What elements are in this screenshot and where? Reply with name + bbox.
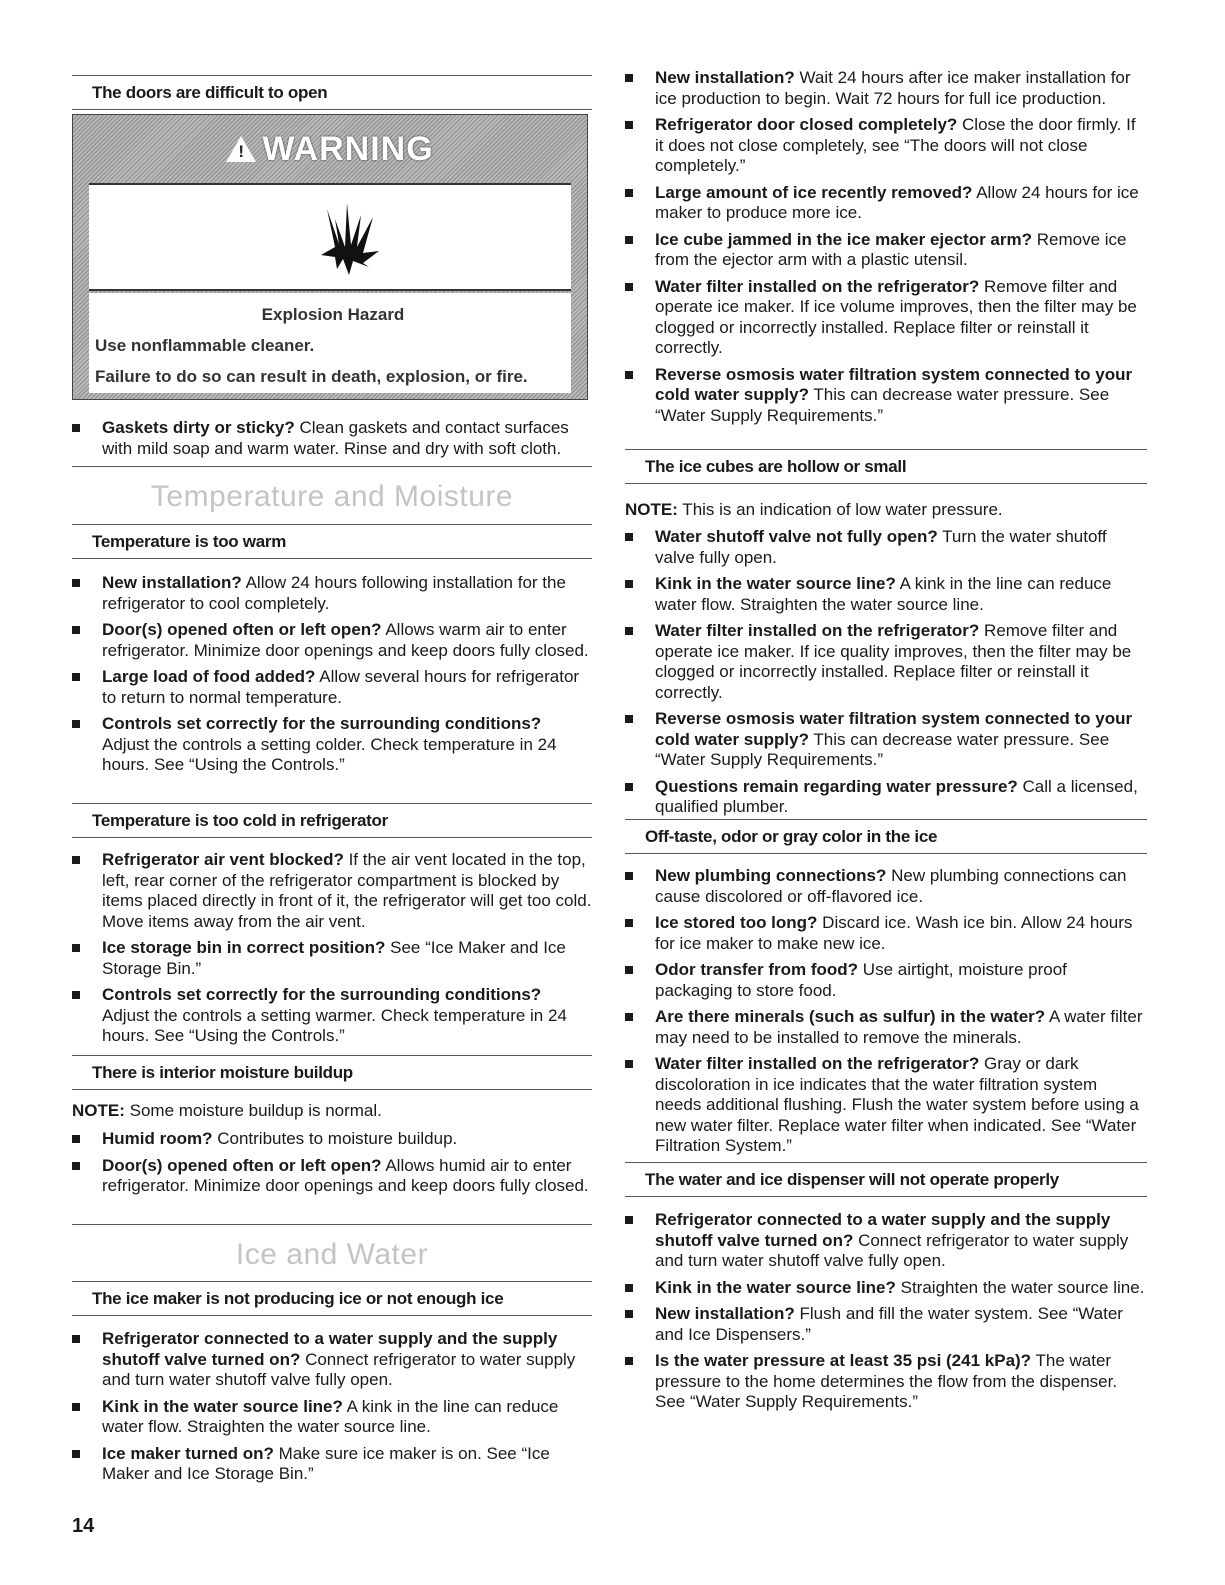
list-item: Reverse osmosis water filtration system connected to your cold water supply? This can decrease water pressure. See “Water Supply Requirements.” [625, 709, 1147, 771]
list-item: Is the water pressure at least 35 psi (241 kPa)? The water pressure to the home determines the flow from the dispenser. See “Water Supply Requirements.” [625, 1351, 1147, 1413]
list-ice-maker [72, 1329, 592, 1491]
warning-box [72, 114, 588, 400]
divider [72, 1224, 592, 1225]
warning-line-2: Failure to do so can result in death, explosion, or fire. [95, 367, 528, 386]
bullet-icon [625, 236, 633, 244]
list-item: New installation? Wait 24 hours after ice maker installation for ice production to begin. Wait 72 hours for full ice production. [625, 68, 1147, 109]
list-item: Reverse osmosis water filtration system connected to your cold water supply? This can decrease water pressure. See “Water Supply Requirements.” [625, 365, 1147, 427]
explosion-icon [307, 189, 387, 289]
list-item: Water filter installed on the refrigerator? Remove filter and operate ice maker. If ice quality improves, then the filter may be clogged or incorrectly installed. Replace filter or reinstall it correctly. [625, 621, 1147, 703]
bullet-icon [625, 283, 633, 291]
bullet-icon [72, 1135, 80, 1143]
warning-hazard: Explosion Hazard [261, 305, 405, 324]
heading-off-taste: Off-taste, odor or gray color in the ice [625, 819, 1147, 854]
heading-dispenser: The water and ice dispenser will not operate properly [625, 1162, 1147, 1197]
list-item: Refrigerator air vent blocked? If the air vent located in the top, left, rear corner of the refrigerator compartment is blocked by items placed directly in front of it, the refrigerator will get too cold. Move items away from the air vent. [72, 850, 592, 932]
list-item: Large amount of ice recently removed? Allow 24 hours for ice maker to produce more ice. [625, 183, 1147, 224]
warning-icon-area [89, 183, 571, 291]
bullet-icon [72, 1403, 80, 1411]
bullet-icon [72, 1450, 80, 1458]
list-ice-maker-continued [625, 68, 1147, 432]
bullet-icon [72, 1162, 80, 1170]
bullet-icon [72, 991, 80, 999]
warning-line-1: Use nonflammable cleaner. [95, 336, 315, 355]
warning-triangle-icon: ! [226, 136, 256, 162]
list-item: Ice cube jammed in the ice maker ejector arm? Remove ice from the ejector arm with a plastic utensil. [625, 230, 1147, 271]
bullet-icon [72, 424, 80, 432]
list-item: Controls set correctly for the surrounding conditions? Adjust the controls a setting warmer. Check temperature in 24 hours. See “Using the Controls.” [72, 985, 592, 1047]
bullet-icon [625, 1310, 633, 1318]
list-item: Kink in the water source line? Straighten the water source line. [625, 1278, 1147, 1299]
bullet-icon [625, 533, 633, 541]
heading-too-warm: Temperature is too warm [72, 524, 592, 559]
list-item: Refrigerator door closed completely? Close the door firmly. If it does not close completely, see “The doors will not close completely.” [625, 115, 1147, 177]
list-hollow-cubes [625, 527, 1147, 824]
list-item: Door(s) opened often or left open? Allows humid air to enter refrigerator. Minimize door openings and keep doors fully closed. [72, 1156, 592, 1197]
bullet-icon [625, 872, 633, 880]
bullet-icon [72, 856, 80, 864]
bullet-icon [625, 74, 633, 82]
warning-text [89, 293, 571, 393]
bullet-icon [625, 627, 633, 635]
bullet-icon [72, 626, 80, 634]
list-item: New installation? Flush and fill the water system. See “Water and Ice Dispensers.” [625, 1304, 1147, 1345]
list-item: Water filter installed on the refrigerator? Remove filter and operate ice maker. If ice volume improves, then the filter may be clogged or incorrectly installed. Replace filter or reinstall it correctly. [625, 277, 1147, 359]
list-item: Ice storage bin in correct position? See “Ice Maker and Ice Storage Bin.” [72, 938, 592, 979]
list-item: Gaskets dirty or sticky? Clean gaskets and contact surfaces with mild soap and warm water. Rinse and dry with soft cloth. [72, 418, 592, 459]
bullet-icon [625, 783, 633, 791]
bullet-icon [72, 579, 80, 587]
list-item: New plumbing connections? New plumbing connections can cause discolored or off-flavored ice. [625, 866, 1147, 907]
page-number: 14 [72, 1515, 95, 1537]
list-item: Ice maker turned on? Make sure ice maker is on. See “Ice Maker and Ice Storage Bin.” [72, 1444, 592, 1485]
bullet-icon [72, 673, 80, 681]
list-item: Questions remain regarding water pressure? Call a licensed, qualified plumber. [625, 777, 1147, 818]
list-item: Refrigerator connected to a water supply and the supply shutoff valve turned on? Connect refrigerator to water supply and turn water shutoff valve fully open. [72, 1329, 592, 1391]
section-title-temperature: Temperature and Moisture [150, 480, 514, 513]
list-item: Are there minerals (such as sulfur) in the water? A water filter may need to be installed to remove the minerals. [625, 1007, 1147, 1048]
list-item: Kink in the water source line? A kink in the line can reduce water flow. Straighten the water source line. [625, 574, 1147, 615]
list-item: Controls set correctly for the surrounding conditions? Adjust the controls a setting colder. Check temperature in 24 hours. See “Using the Controls.” [72, 714, 592, 776]
hollow-note: NOTE: This is an indication of low water pressure. [625, 500, 1003, 519]
list-item: Humid room? Contributes to moisture buildup. [72, 1129, 592, 1150]
bullet-icon [72, 944, 80, 952]
bullet-icon [625, 715, 633, 723]
list-item: Odor transfer from food? Use airtight, moisture proof packaging to store food. [625, 960, 1147, 1001]
heading-hollow-cubes: The ice cubes are hollow or small [625, 449, 1147, 484]
bullet-icon [625, 121, 633, 129]
list-doors [72, 418, 592, 465]
heading-doors-difficult: The doors are difficult to open [72, 75, 592, 110]
bullet-icon [625, 1013, 633, 1021]
bullet-icon [625, 1060, 633, 1068]
list-item: Water filter installed on the refrigerator? Gray or dark discoloration in ice indicates that the water filtration system needs additional flushing. Flush the water system before using a new water filter. Replace water filter when indicated. See “Water Filtration System.” [625, 1054, 1147, 1157]
list-item: Refrigerator connected to a water supply and the supply shutoff valve turned on? Connect refrigerator to water supply and turn water shutoff valve fully open. [625, 1210, 1147, 1272]
bullet-icon [625, 580, 633, 588]
moisture-note: NOTE: Some moisture buildup is normal. [72, 1101, 382, 1120]
bullet-icon [625, 1357, 633, 1365]
list-too-warm [72, 573, 592, 782]
list-item: Large load of food added? Allow several hours for refrigerator to return to normal temperature. [72, 667, 592, 708]
divider [72, 466, 592, 467]
list-item: Ice stored too long? Discard ice. Wash ice bin. Allow 24 hours for ice maker to make new ice. [625, 913, 1147, 954]
heading-moisture: There is interior moisture buildup [72, 1055, 592, 1090]
bullet-icon [625, 1284, 633, 1292]
warning-title-text: WARNING [262, 129, 434, 168]
list-too-cold [72, 850, 592, 1053]
bullet-icon [625, 919, 633, 927]
bullet-icon [72, 720, 80, 728]
list-item: New installation? Allow 24 hours following installation for the refrigerator to cool completely. [72, 573, 592, 614]
list-item: Door(s) opened often or left open? Allows warm air to enter refrigerator. Minimize door openings and keep doors fully closed. [72, 620, 592, 661]
warning-title [73, 115, 587, 183]
list-item: Water shutoff valve not fully open? Turn the water shutoff valve fully open. [625, 527, 1147, 568]
bullet-icon [72, 1335, 80, 1343]
bullet-icon [625, 189, 633, 197]
list-off-taste [625, 866, 1147, 1163]
section-title-ice: Ice and Water [235, 1238, 429, 1271]
bullet-icon [625, 371, 633, 379]
list-dispenser [625, 1210, 1147, 1419]
bullet-icon [625, 1216, 633, 1224]
list-moisture [72, 1129, 592, 1203]
list-item: Kink in the water source line? A kink in the line can reduce water flow. Straighten the water source line. [72, 1397, 592, 1438]
heading-too-cold: Temperature is too cold in refrigerator [72, 803, 592, 838]
heading-ice-maker: The ice maker is not producing ice or not enough ice [72, 1281, 592, 1316]
bullet-icon [625, 966, 633, 974]
